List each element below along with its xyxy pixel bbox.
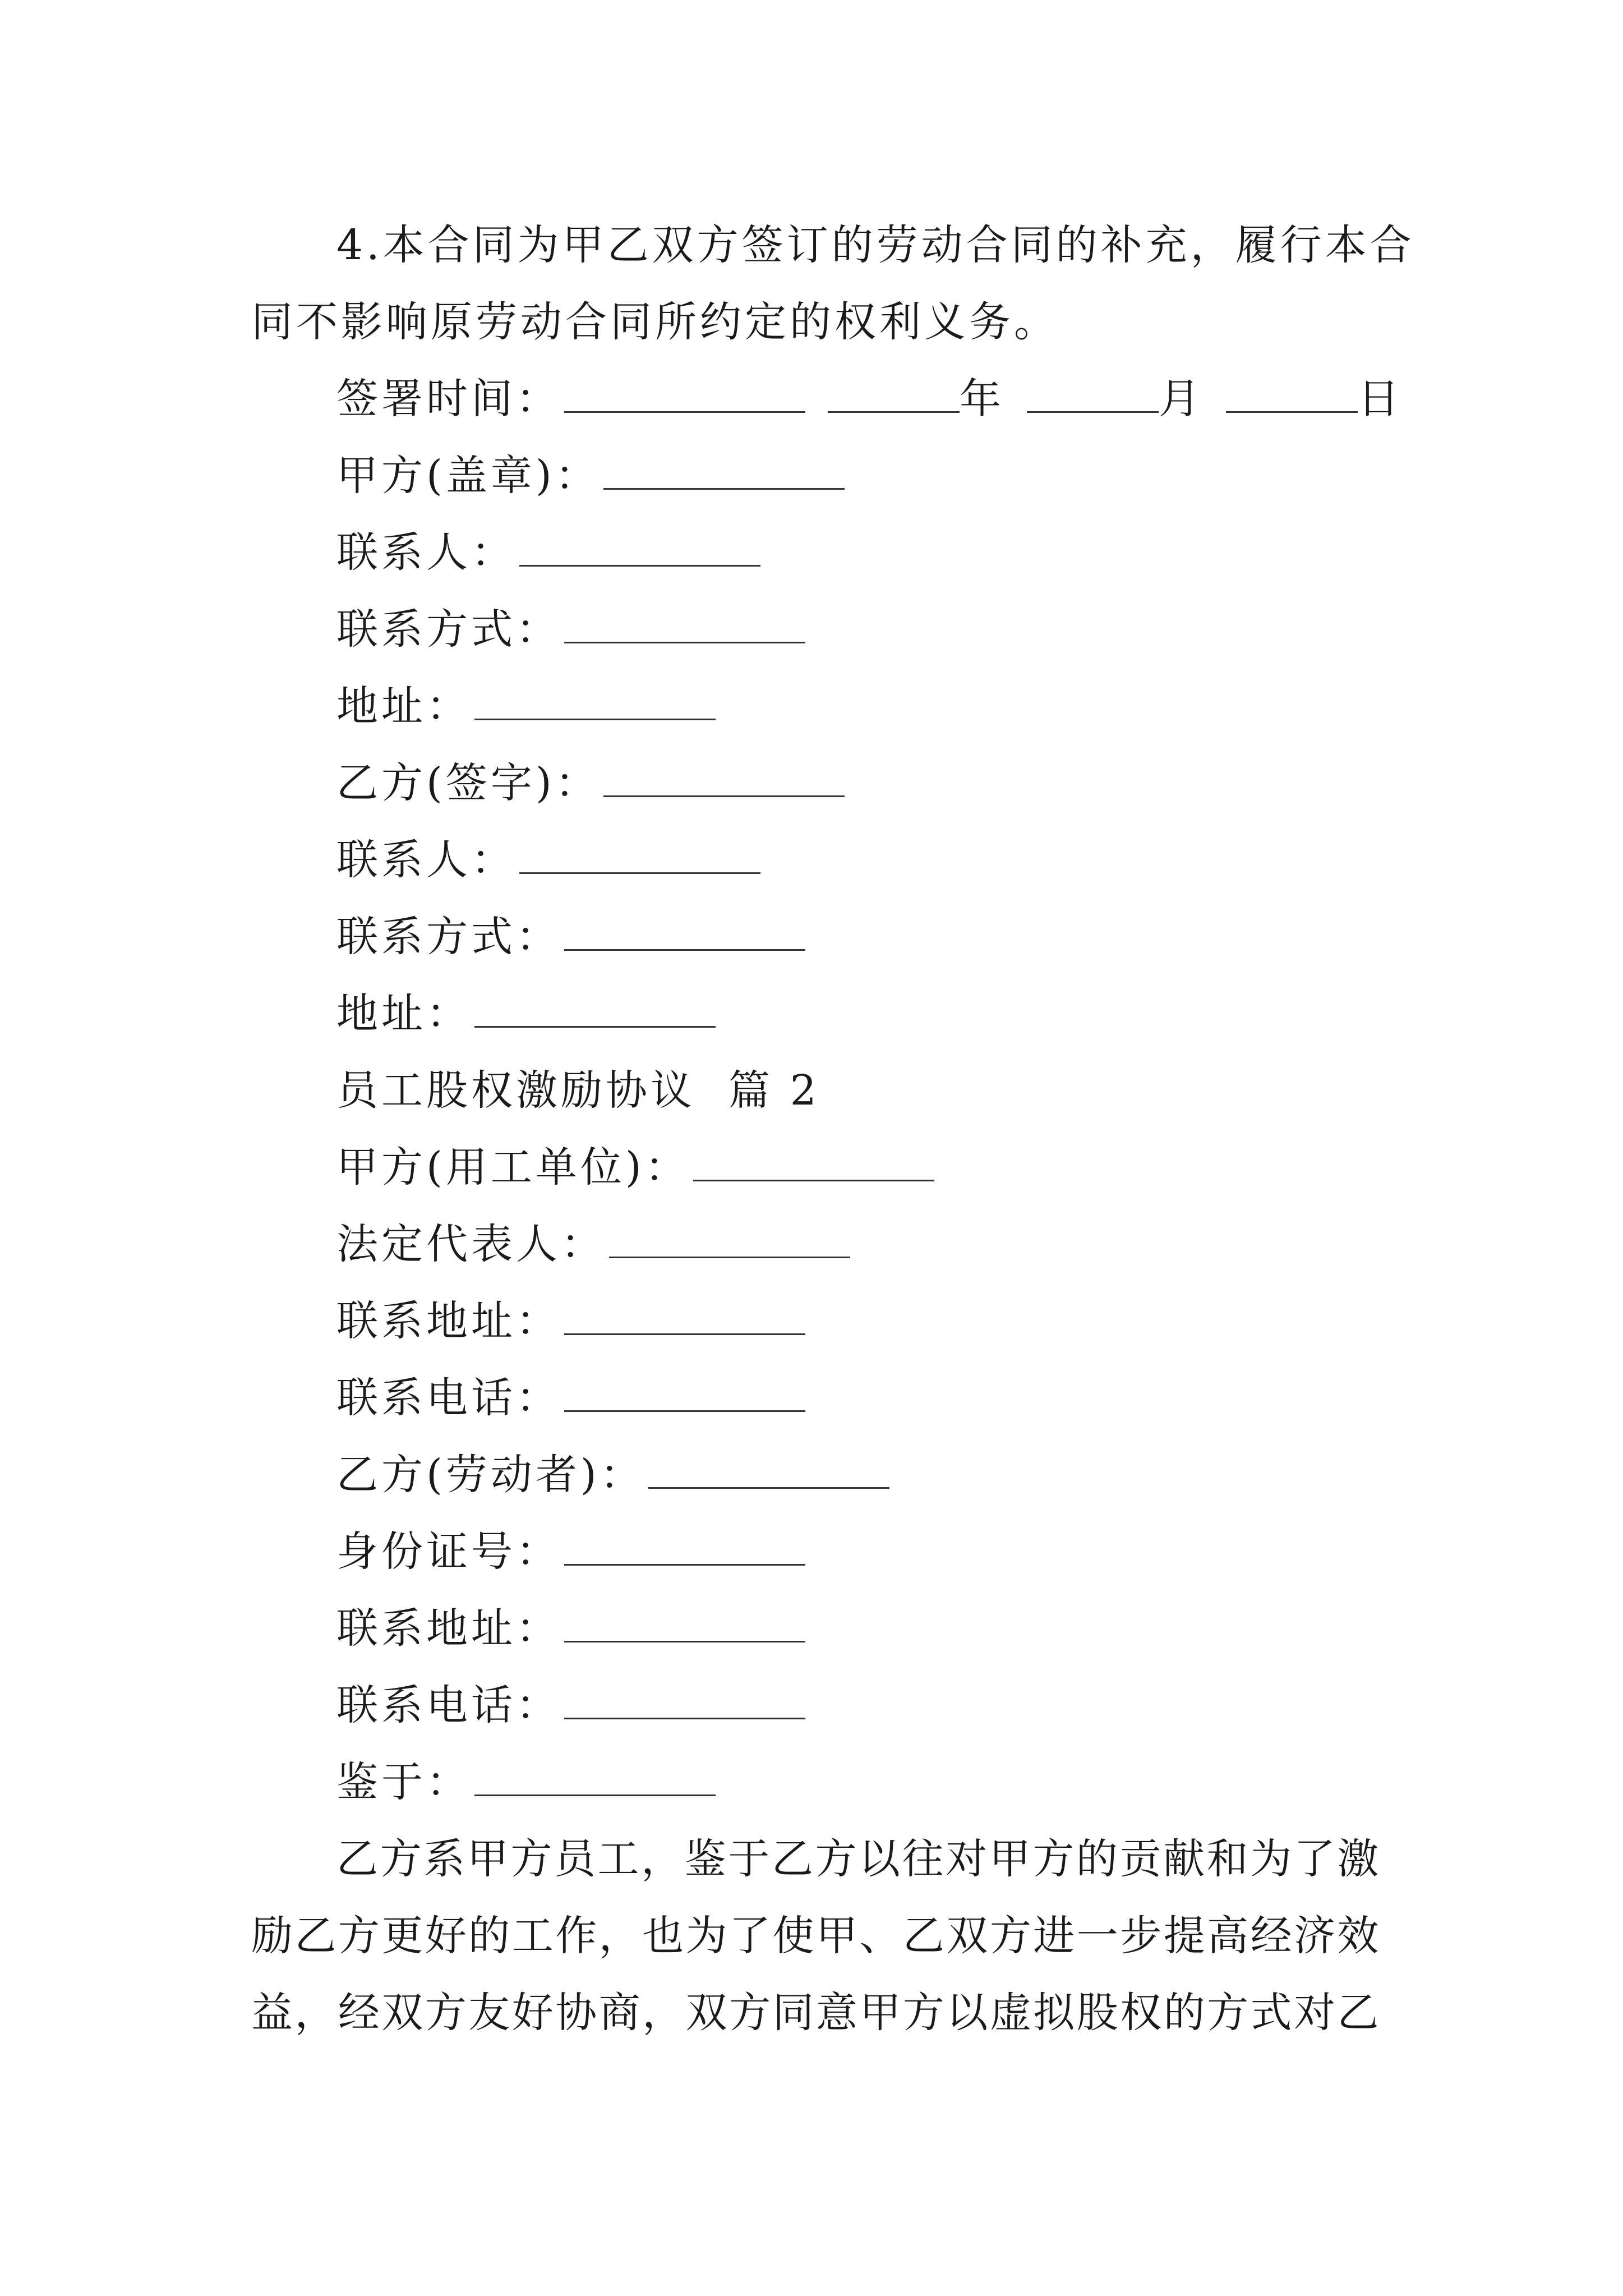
worker-row [336, 1447, 889, 1503]
day-label: 日 [1358, 375, 1403, 423]
employer-address-row [336, 1293, 805, 1349]
worker-phone-label: 联系电话： [336, 1681, 561, 1729]
party-a-seal-row [336, 448, 845, 504]
party-b-sign-row [336, 755, 845, 811]
party-b-address-blank[interactable] [474, 986, 716, 1028]
party-a-address-blank[interactable] [474, 678, 716, 720]
month-label: 月 [1159, 375, 1204, 423]
employer-phone-blank[interactable] [564, 1370, 805, 1412]
employer-address-label: 联系地址： [336, 1297, 561, 1345]
worker-phone-row [336, 1677, 805, 1733]
section-2-title: 员工股权激励协议 篇 2 [336, 1066, 820, 1115]
party-b-contact-label: 联系人： [336, 836, 516, 884]
party-b-method-label: 联系方式： [336, 913, 561, 961]
legal-rep-row [336, 1216, 850, 1272]
month-blank[interactable] [1027, 371, 1159, 413]
legal-rep-blank[interactable] [609, 1216, 850, 1258]
party-a-method-blank[interactable] [564, 601, 805, 643]
whereas-row [336, 1754, 716, 1810]
year-blank[interactable] [828, 371, 960, 413]
party-b-address-label: 地址： [336, 990, 471, 1038]
sign-date-blank[interactable] [564, 371, 805, 413]
clause-4-line-2: 同不影响原劳动合同所约定的权利义务。 [251, 298, 1059, 346]
employer-address-blank[interactable] [564, 1293, 805, 1335]
id-number-label: 身份证号： [336, 1527, 561, 1576]
id-number-blank[interactable] [564, 1524, 805, 1566]
day-blank[interactable] [1226, 371, 1358, 413]
sign-time-row [336, 371, 1403, 427]
party-b-method-row [336, 909, 805, 965]
party-b-contact-row [336, 832, 760, 888]
employer-row [336, 1139, 934, 1195]
employer-phone-label: 联系电话： [336, 1374, 561, 1422]
legal-rep-label: 法定代表人： [336, 1220, 606, 1268]
worker-address-row [336, 1600, 805, 1657]
party-b-method-blank[interactable] [564, 909, 805, 951]
employer-phone-row [336, 1370, 805, 1426]
whereas-label: 鉴于： [336, 1758, 471, 1806]
whereas-blank[interactable] [474, 1754, 716, 1796]
party-a-contact-label: 联系人： [336, 528, 516, 577]
party-a-seal-blank[interactable] [603, 448, 845, 490]
employer-label: 甲方(用工单位)： [336, 1143, 690, 1191]
sign-time-label: 签署时间： [336, 375, 561, 423]
party-b-contact-blank[interactable] [519, 832, 760, 874]
party-b-sign-blank[interactable] [603, 755, 845, 797]
worker-label: 乙方(劳动者)： [336, 1451, 645, 1499]
worker-phone-blank[interactable] [564, 1677, 805, 1719]
party-a-address-label: 地址： [336, 682, 471, 730]
employer-blank[interactable] [693, 1139, 934, 1181]
party-b-sign-label: 乙方(签字)： [336, 759, 600, 807]
worker-address-blank[interactable] [564, 1600, 805, 1642]
whereas-paragraph-line-1: 乙方系甲方员工，鉴于乙方以往对甲方的贡献和为了激 [336, 1835, 1381, 1883]
year-label: 年 [960, 375, 1004, 423]
party-a-contact-blank[interactable] [519, 524, 760, 567]
party-a-seal-label: 甲方(盖章)： [336, 452, 600, 500]
worker-address-label: 联系地址： [336, 1604, 561, 1653]
party-a-method-row [336, 601, 805, 657]
party-a-method-label: 联系方式： [336, 605, 561, 654]
whereas-paragraph-line-3: 益，经双方友好协商，双方同意甲方以虚拟股权的方式对乙 [251, 1989, 1381, 2037]
party-a-contact-row [336, 524, 760, 581]
party-b-address-row [336, 986, 716, 1042]
party-a-address-row [336, 678, 716, 734]
worker-blank[interactable] [648, 1447, 889, 1489]
id-number-row [336, 1524, 805, 1580]
clause-4-line-1: 4.本合同为甲乙双方签订的劳动合同的补充，履行本合 [336, 221, 1415, 269]
whereas-paragraph-line-2: 励乙方更好的工作，也为了使甲、乙双方进一步提高经济效 [251, 1912, 1381, 1960]
